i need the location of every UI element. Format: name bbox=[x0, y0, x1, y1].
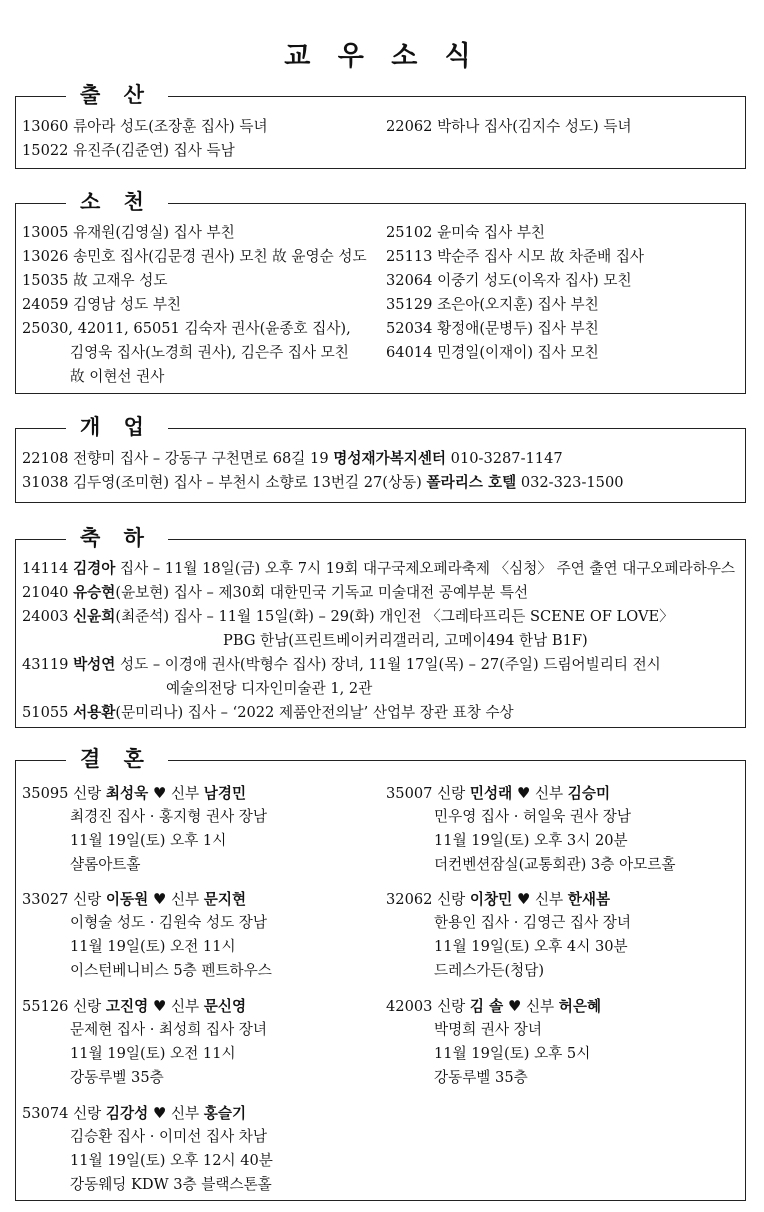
birth-item: 22062 박하나 집사(김지수 성도) 득녀 bbox=[386, 118, 632, 135]
celebration-continuation: PBG 한남(프린트베이커리갤러리, 고메이494 한남 B1F) bbox=[223, 632, 588, 649]
heart-icon: ♥ bbox=[152, 1104, 167, 1122]
bride-name: 김승미 bbox=[567, 785, 611, 802]
couple-line bbox=[386, 887, 610, 912]
heart-icon: ♥ bbox=[152, 997, 167, 1015]
death-item: 故 이현선 권사 bbox=[70, 368, 165, 385]
wedding-section bbox=[15, 746, 746, 1201]
opening-header: 개 업 bbox=[66, 413, 168, 441]
member-id: 51055 bbox=[22, 704, 74, 721]
couple-line bbox=[22, 1101, 246, 1126]
wedding-parents: 문제현 집사 · 최성희 집사 장녀 bbox=[70, 1021, 268, 1038]
wedding-venue: 더컨벤션잠실(교통회관) 3층 아모르홀 bbox=[434, 856, 676, 873]
celebration-text: (문미리나) 집사 – ‘2022 제품안전의날’ 산업부 장관 표창 수상 bbox=[115, 704, 514, 721]
member-id: 42003 bbox=[386, 998, 433, 1015]
page-title: 교 우 소 식 bbox=[284, 41, 480, 72]
heart-icon: ♥ bbox=[516, 784, 531, 802]
wedding-parents: 김승환 집사 · 이미선 집사 차남 bbox=[70, 1128, 268, 1145]
bride-label: 신부 bbox=[170, 998, 200, 1015]
wedding-header: 결 혼 bbox=[66, 745, 168, 773]
bride-label: 신부 bbox=[534, 891, 564, 908]
celebration-text: (최준석) 집사 – 11월 15일(화) – 29(화) 개인전 〈그레타프리든 SCENE OF LOVE〉 bbox=[115, 608, 674, 625]
couple-line bbox=[22, 994, 246, 1019]
death-item: 25102 윤미숙 집사 부친 bbox=[386, 224, 546, 241]
groom-name: 이창민 bbox=[469, 891, 513, 908]
member-id: 35095 bbox=[22, 785, 69, 802]
bride-name: 문지현 bbox=[203, 891, 247, 908]
birth-item: 13060 류아라 성도(조장훈 집사) 득녀 bbox=[22, 118, 268, 135]
member-name: 유승현 bbox=[73, 584, 116, 601]
groom-name: 최성욱 bbox=[105, 785, 149, 802]
groom-name: 고진영 bbox=[105, 998, 149, 1015]
opening-phone: 010-3287-1147 bbox=[446, 450, 563, 467]
celebration-text: (윤보현) 집사 – 제30회 대한민국 기독교 미술대전 공예부분 특선 bbox=[115, 584, 529, 601]
opening-phone: 032-323-1500 bbox=[516, 474, 624, 491]
wedding-datetime: 11월 19일(토) 오후 5시 bbox=[434, 1045, 591, 1062]
wedding-venue: 강동웨딩 KDW 3층 블랙스톤홀 bbox=[70, 1176, 272, 1193]
birth-section bbox=[15, 82, 746, 169]
wedding-venue: 강동루벨 35층 bbox=[70, 1069, 164, 1086]
bride-label: 신부 bbox=[170, 891, 200, 908]
groom-label: 신랑 bbox=[73, 785, 102, 802]
wedding-datetime: 11월 19일(토) 오전 11시 bbox=[70, 1045, 236, 1062]
couple-line bbox=[22, 887, 246, 912]
heart-icon: ♥ bbox=[152, 784, 167, 802]
celebration-text: 집사 – 11월 18일(금) 오후 7시 19회 대구국제오페라축제 〈심청〉 주연 출연 대구오페라하우스 bbox=[115, 560, 736, 577]
wedding-parents: 민우영 집사 · 허일욱 권사 장남 bbox=[434, 808, 632, 825]
wedding-venue: 강동루벨 35층 bbox=[434, 1069, 528, 1086]
death-item: 25030, 42011, 65051 김숙자 권사(윤종호 집사), bbox=[22, 320, 351, 337]
celebration-item bbox=[22, 557, 735, 581]
groom-name: 이동원 bbox=[105, 891, 149, 908]
death-item: 김영욱 집사(노경희 권사), 김은주 집사 모친 bbox=[70, 344, 349, 361]
bride-name: 홍슬기 bbox=[203, 1105, 247, 1122]
opening-item bbox=[22, 447, 563, 471]
opening-text: 22108 전향미 집사 – 강동구 구천면로 68길 19 bbox=[22, 450, 334, 467]
member-name: 박성연 bbox=[73, 656, 116, 673]
wedding-venue: 샬롬아트홀 bbox=[70, 856, 141, 873]
death-item: 32064 이중기 성도(이옥자 집사) 모친 bbox=[386, 272, 632, 289]
member-id: 14114 bbox=[22, 560, 74, 577]
wedding-datetime: 11월 19일(토) 오후 3시 20분 bbox=[434, 832, 628, 849]
celebration-item bbox=[22, 581, 528, 605]
death-header: 소 천 bbox=[66, 188, 168, 216]
bride-label: 신부 bbox=[525, 998, 555, 1015]
business-name: 폴라리스 호텔 bbox=[426, 474, 517, 491]
celebration-item bbox=[22, 605, 674, 629]
couple-line bbox=[22, 781, 246, 806]
couple-line bbox=[386, 781, 610, 806]
groom-name: 김 솔 bbox=[469, 998, 504, 1015]
groom-label: 신랑 bbox=[437, 891, 466, 908]
celebration-continuation: 예술의전당 디자인미술관 1, 2관 bbox=[166, 680, 373, 697]
death-item: 24059 김영남 성도 부친 bbox=[22, 296, 182, 313]
death-item: 13005 유재원(김영실) 집사 부친 bbox=[22, 224, 235, 241]
heart-icon: ♥ bbox=[507, 997, 522, 1015]
bride-name: 한새봄 bbox=[567, 891, 611, 908]
wedding-datetime: 11월 19일(토) 오후 12시 40분 bbox=[70, 1152, 273, 1169]
groom-name: 김강성 bbox=[105, 1105, 149, 1122]
celebration-text: 성도 – 이경애 권사(박형수 집사) 장녀, 11월 17일(목) – 27(주일) 드림어빌리티 전시 bbox=[115, 656, 661, 673]
wedding-parents: 한용인 집사 · 김영근 집사 장녀 bbox=[434, 914, 632, 931]
groom-label: 신랑 bbox=[73, 1105, 102, 1122]
death-item: 13026 송민호 집사(김문경 권사) 모친 故 윤영순 성도 bbox=[22, 248, 367, 265]
opening-text: 31038 김두영(조미현) 집사 – 부천시 소향로 13번길 27(상동) bbox=[22, 474, 427, 491]
member-id: 53074 bbox=[22, 1105, 69, 1122]
celebration-item bbox=[22, 653, 661, 677]
groom-label: 신랑 bbox=[73, 891, 102, 908]
wedding-parents: 박명희 권사 장녀 bbox=[434, 1021, 542, 1038]
birth-header: 출 산 bbox=[66, 81, 168, 109]
member-name: 서용환 bbox=[73, 704, 116, 721]
opening-item bbox=[22, 471, 624, 495]
member-name: 신윤희 bbox=[73, 608, 116, 625]
groom-label: 신랑 bbox=[73, 998, 102, 1015]
celebration-section bbox=[15, 525, 746, 728]
death-item: 15035 故 고재우 성도 bbox=[22, 272, 168, 289]
death-item: 64014 민경일(이재이) 집사 모친 bbox=[386, 344, 599, 361]
opening-section bbox=[15, 414, 746, 503]
bride-label: 신부 bbox=[534, 785, 564, 802]
birth-item: 15022 유진주(김준연) 집사 득남 bbox=[22, 142, 235, 159]
member-id: 24003 bbox=[22, 608, 74, 625]
groom-label: 신랑 bbox=[437, 785, 466, 802]
groom-name: 민성래 bbox=[469, 785, 513, 802]
member-id: 43119 bbox=[22, 656, 74, 673]
wedding-datetime: 11월 19일(토) 오후 1시 bbox=[70, 832, 227, 849]
celebration-item bbox=[22, 701, 514, 725]
member-name: 김경아 bbox=[73, 560, 116, 577]
death-item: 25113 박순주 집사 시모 故 차준배 집사 bbox=[386, 248, 645, 265]
member-id: 33027 bbox=[22, 891, 69, 908]
groom-label: 신랑 bbox=[437, 998, 466, 1015]
heart-icon: ♥ bbox=[516, 890, 531, 908]
wedding-datetime: 11월 19일(토) 오전 11시 bbox=[70, 938, 236, 955]
bride-label: 신부 bbox=[170, 785, 200, 802]
member-id: 21040 bbox=[22, 584, 74, 601]
business-name: 명성재가복지센터 bbox=[333, 450, 447, 467]
wedding-parents: 이형술 성도 · 김원숙 성도 장남 bbox=[70, 914, 268, 931]
wedding-parents: 최경진 집사 · 홍지형 권사 장남 bbox=[70, 808, 268, 825]
member-id: 55126 bbox=[22, 998, 69, 1015]
member-id: 32062 bbox=[386, 891, 433, 908]
death-item: 52034 황정애(문병두) 집사 부친 bbox=[386, 320, 599, 337]
bride-name: 남경민 bbox=[203, 785, 247, 802]
bride-name: 허은혜 bbox=[558, 998, 602, 1015]
bride-name: 문신영 bbox=[203, 998, 247, 1015]
heart-icon: ♥ bbox=[152, 890, 167, 908]
wedding-datetime: 11월 19일(토) 오후 4시 30분 bbox=[434, 938, 628, 955]
celebration-header: 축 하 bbox=[66, 524, 168, 552]
death-section bbox=[15, 189, 746, 394]
member-id: 35007 bbox=[386, 785, 433, 802]
bride-label: 신부 bbox=[170, 1105, 200, 1122]
wedding-venue: 드레스가든(청담) bbox=[434, 962, 545, 979]
couple-line bbox=[386, 994, 601, 1019]
death-item: 35129 조은아(오지훈) 집사 부친 bbox=[386, 296, 599, 313]
wedding-venue: 이스턴베니비스 5층 펜트하우스 bbox=[70, 962, 272, 979]
